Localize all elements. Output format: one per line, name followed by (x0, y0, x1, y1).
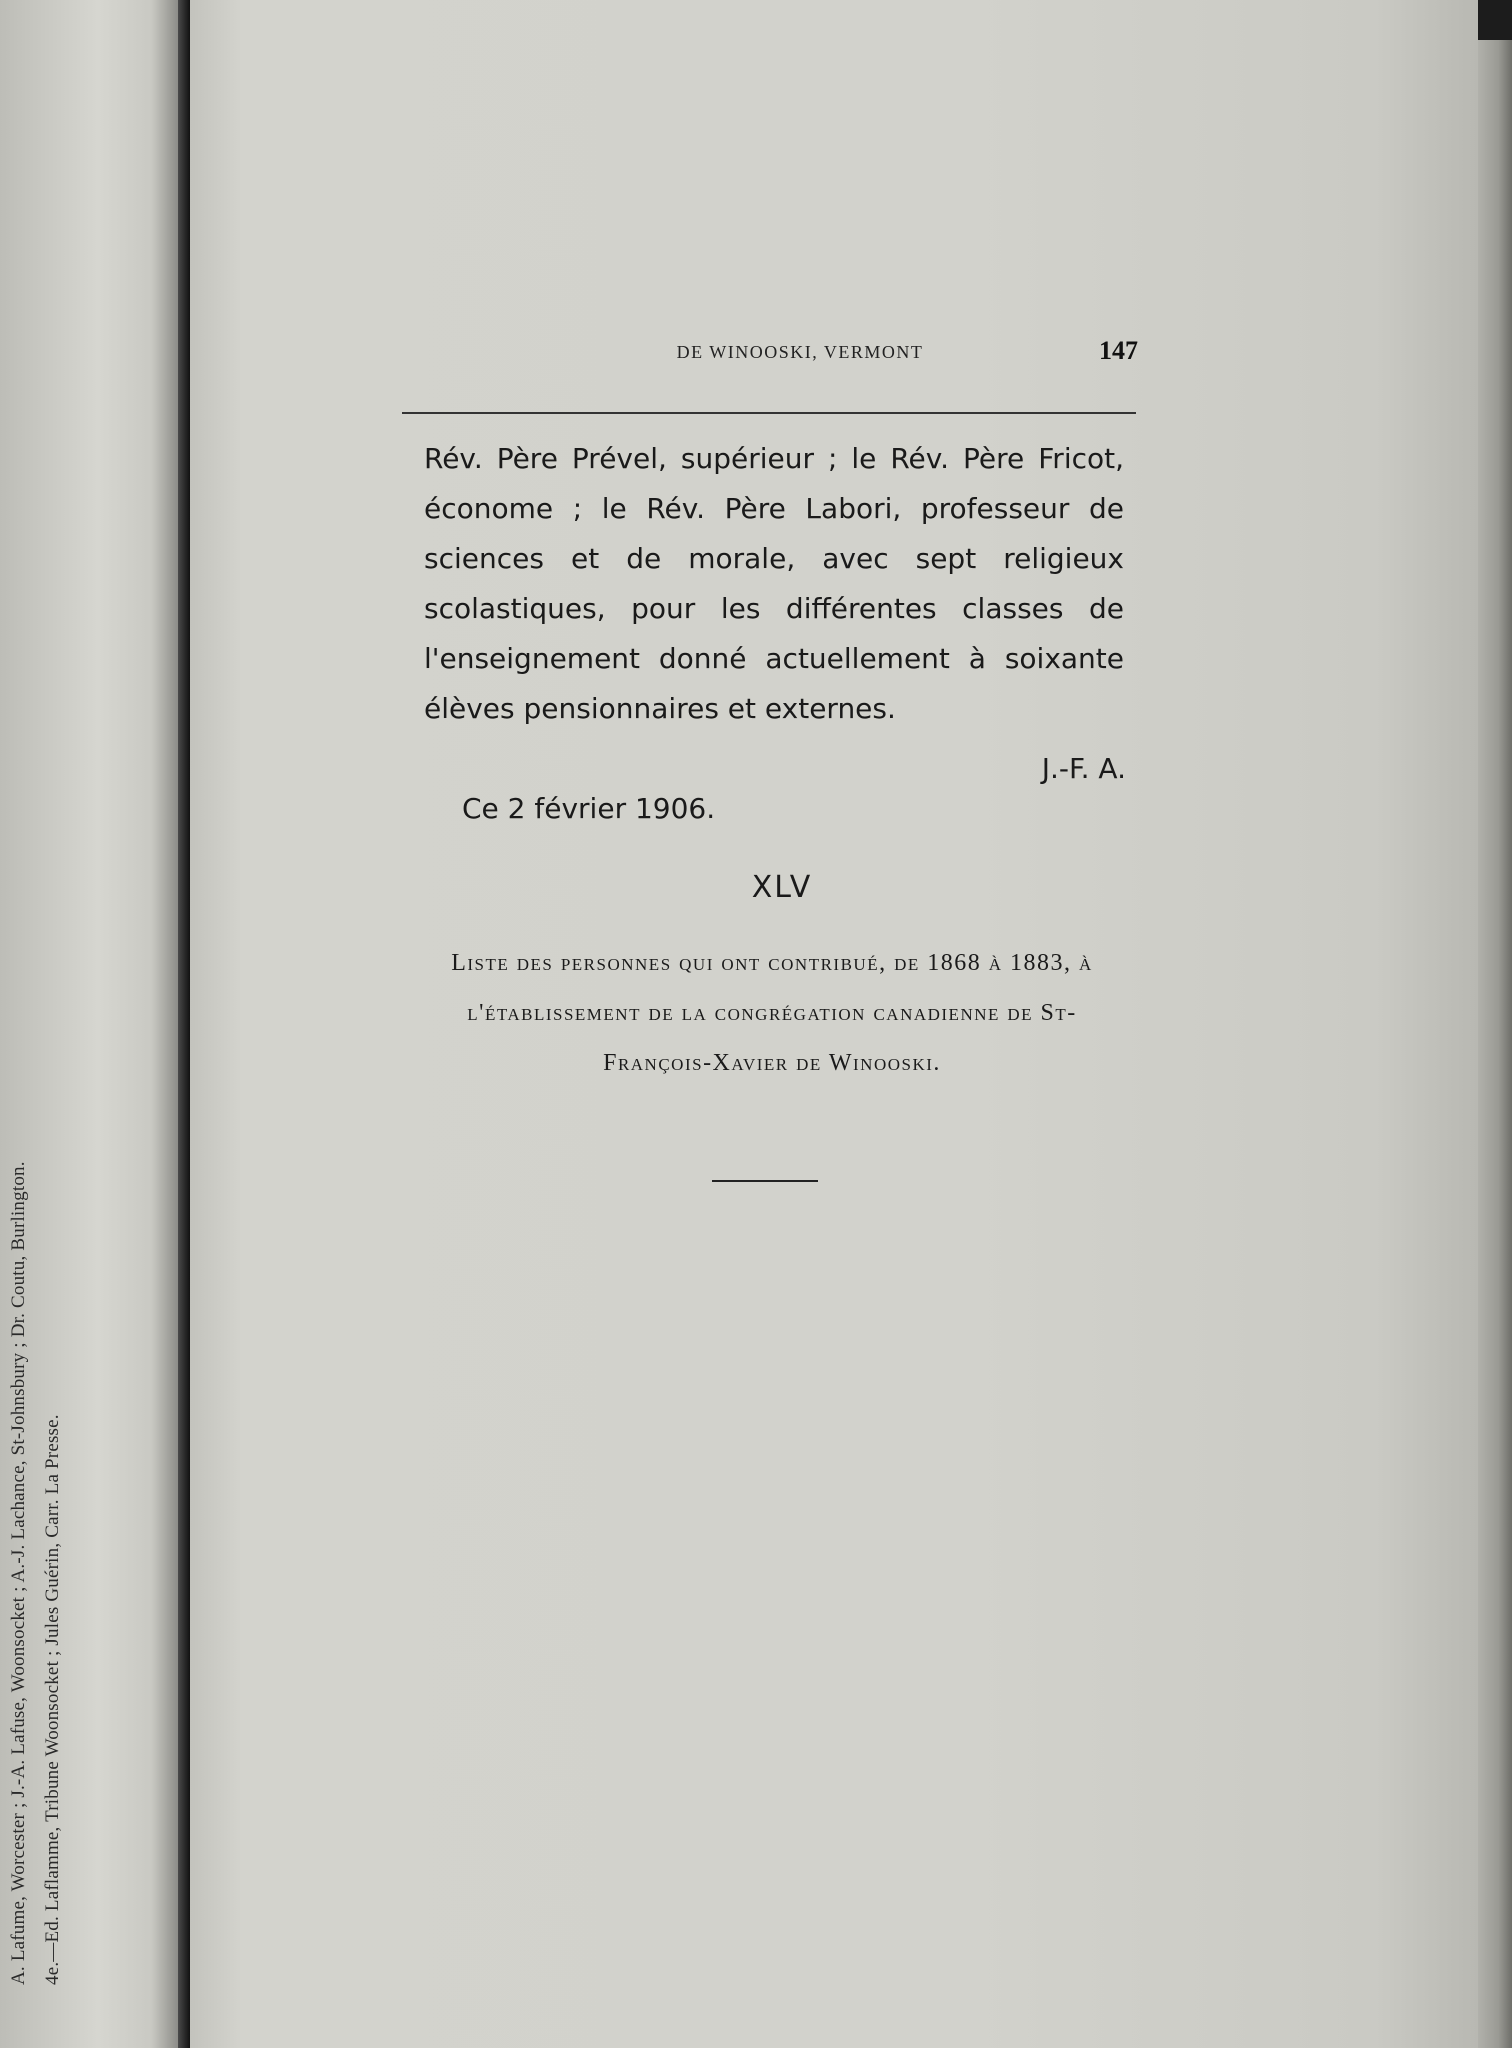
left-page-line: A. Lafume, Worcester ; J.-A. Lafuse, Woonsocket ; A.-J. Lachance, St-Johnsbury ; Dr. Coutu, Burlington. (8, 1161, 29, 1985)
list-title: Liste des personnes qui ont contribué, de 1868 à 1883, à l'établissement de la congrégation canadienne de St-François-Xavier de Winooski. (451, 950, 1093, 1076)
left-page (0, 0, 178, 2048)
page-header (432, 332, 1138, 372)
page-number: 147 (1099, 336, 1138, 365)
section-rule (712, 1180, 818, 1182)
running-head: DE WINOOSKI, VERMONT (676, 342, 924, 362)
printed-frame (392, 292, 1172, 1684)
body-paragraph: Rév. Père Prével, supérieur ; le Rév. Père Fricot, économe ; le Rév. Père Labori, professeur de sciences et de morale, avec sept religieux scolastiques, pour les différentes classes de l'enseignement donné actuellement à soixante élèves pensionnaires et externes. (424, 442, 1124, 725)
signature: J.-F. A. (1041, 752, 1126, 785)
section-number: XLV (751, 870, 813, 905)
book-gutter (178, 0, 190, 2048)
page-edge (1478, 40, 1512, 2048)
left-page-line: 4e.—Ed. Laflamme, Tribune Woonsocket ; Jules Guérin, Carr. La Presse. (42, 1414, 63, 1985)
date-line: Ce 2 février 1906. (462, 792, 716, 825)
header-rule (402, 412, 1136, 414)
